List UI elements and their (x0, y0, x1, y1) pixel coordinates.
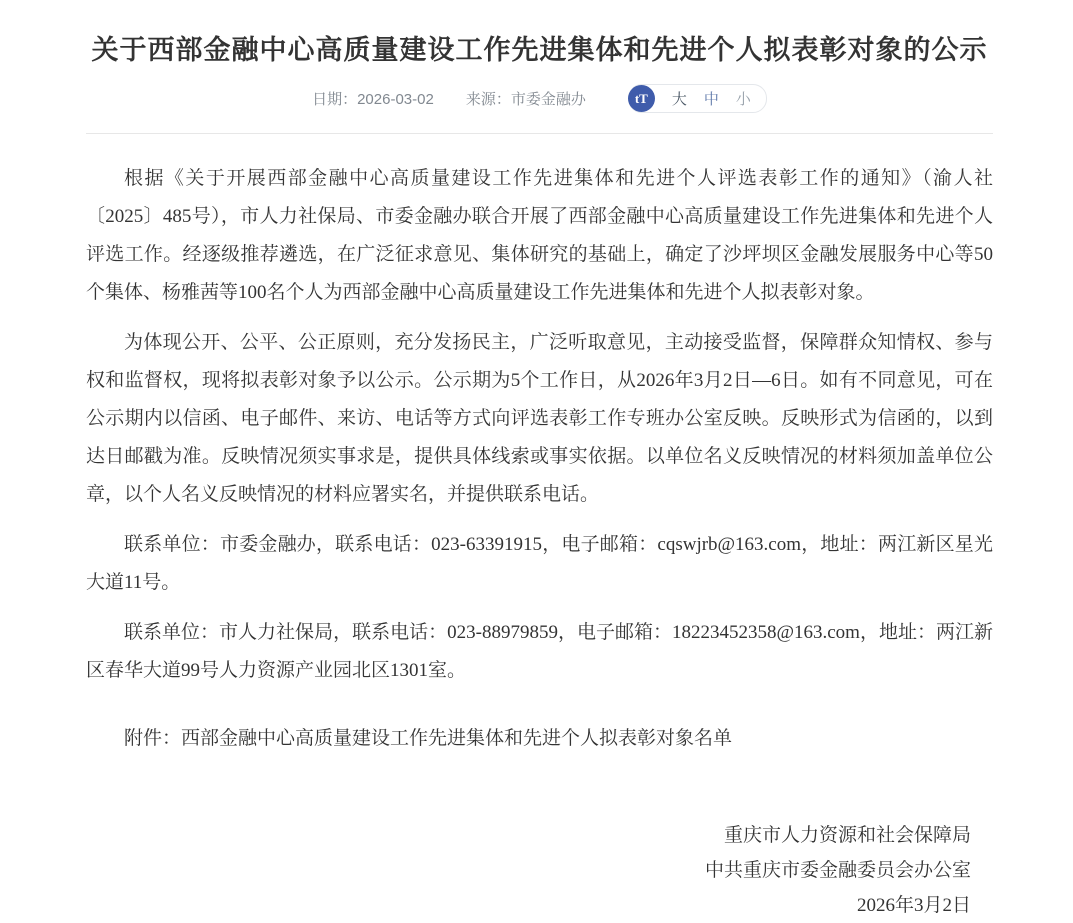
paragraph-basis: 根据《关于开展西部金融中心高质量建设工作先进集体和先进个人评选表彰工作的通知》（渝人社〔2025〕485号），市人力社保局、市委金融办联合开展了西部金融中心高质量建设工作先进集体和先进个人评选工作。经逐级推荐遴选，在广泛征求意见、集体研究的基础上，确定了沙坪坝区金融发展服务中心等50个集体、杨雅茜等100名个人为西部金融中心高质量建设工作先进集体和先进个人拟表彰对象。 (86, 168, 993, 303)
page-title: 关于西部金融中心高质量建设工作先进集体和先进个人拟表彰对象的公示 (91, 35, 988, 65)
font-size-large-button[interactable]: 大 (671, 91, 687, 108)
header-divider (86, 133, 993, 134)
attachment-line: 附件：西部金融中心高质量建设工作先进集体和先进个人拟表彰对象名单 (124, 728, 733, 749)
font-size-widget (628, 84, 767, 113)
font-size-small-button[interactable]: 小 (735, 91, 751, 108)
signature-block (86, 818, 993, 923)
article-body (86, 160, 993, 758)
signature-org-2: 中共重庆市委金融委员会办公室 (704, 860, 971, 881)
paragraph-publicity-period: 为体现公开、公平、公正原则，充分发扬民主，广泛听取意见，主动接受监督，保障群众知情权、参与权和监督权，现将拟表彰对象予以公示。公示期为5个工作日，从2026年3月2日—6日。如有不同意见，可在公示期内以信函、电子邮件、来访、电话等方式向评选表彰工作专班办公室反映。反映形式为信函的，以到达日邮戳为准。反映情况须实事求是，提供具体线索或事实依据。以单位名义反映情况的材料须加盖单位公章，以个人名义反映情况的材料应署实名，并提供联系电话。 (86, 332, 993, 505)
publish-date: 日期：2026-03-02 (312, 91, 434, 108)
font-size-medium-button[interactable]: 中 (703, 91, 719, 108)
paragraph-contact-hr-bureau: 联系单位：市人力社保局，联系电话：023-88979859，电子邮箱：18223452358@163.com，地址：两江新区春华大道99号人力资源产业园北区1301室。 (86, 622, 993, 681)
font-size-icon[interactable]: tT (628, 85, 655, 112)
signature-date: 2026年3月2日 (856, 895, 971, 916)
source-label: 来源：市委金融办 (465, 91, 586, 108)
meta-row (86, 84, 993, 113)
signature-org-1: 重庆市人力资源和社会保障局 (723, 825, 971, 846)
paragraph-contact-finance-office: 联系单位：市委金融办，联系电话：023-63391915，电子邮箱：cqswjrb@163.com，地址：两江新区星光大道11号。 (86, 534, 993, 593)
